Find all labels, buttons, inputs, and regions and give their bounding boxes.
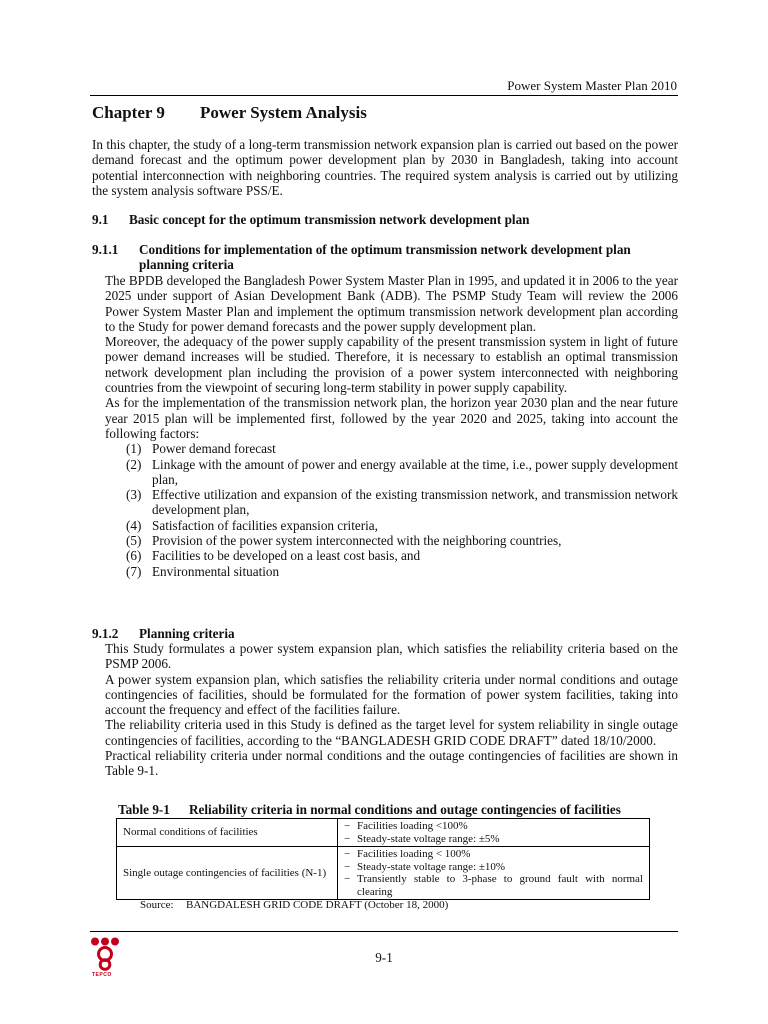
paragraph: The BPDB developed the Bangladesh Power System Master Plan in 1995, and updated it in 2006 to the year 2025 under support of Asian Development Bank (ADB). The PSMP Study Team will review the 2006 Power System Master Plan and implement the optimum transmission network development plan according to the Study for power demand forecasts and the power supply development plan.: [105, 273, 678, 334]
list-item: [126, 548, 678, 563]
list-text: Linkage with the amount of power and energy available at the time, i.e., power supply development plan,: [152, 456, 678, 487]
footer-rule: [90, 931, 678, 932]
section-9-1-1-body: [105, 273, 678, 579]
chapter-title: [92, 103, 367, 123]
criteria-item: − Transiently stable to 3-phase to ground fault with normal clearing: [344, 873, 643, 898]
list-number: (6): [126, 548, 142, 564]
criteria-item: − Steady-state voltage range: ±5%: [344, 833, 643, 846]
section-title: Conditions for implementation of the optimum transmission network development plan planning criteria: [139, 242, 631, 273]
header-rule: [90, 95, 678, 96]
section-title: Planning criteria: [139, 626, 235, 641]
reliability-criteria-table: [116, 818, 650, 900]
source-text: BANGDALESH GRID CODE DRAFT (October 18, 2000): [186, 899, 449, 911]
table-source: [140, 899, 448, 911]
section-number: 9.1: [92, 212, 109, 227]
chapter-name: Power System Analysis: [200, 103, 367, 122]
list-number: (7): [126, 563, 142, 579]
chapter-number: Chapter 9: [92, 103, 165, 122]
list-item: [126, 441, 678, 456]
list-text: Environmental situation: [152, 563, 280, 579]
section-number: 9.1.2: [92, 626, 119, 641]
section-title: Basic concept for the optimum transmission network development plan: [129, 212, 530, 227]
section-9-1-2-body: [105, 641, 678, 779]
table-caption: [118, 802, 621, 818]
paragraph: Moreover, the adequacy of the power supply capability of the present transmission system in light of future power demand increases will be studied. Therefore, it is necessary to establish an optimal transmission network development plan including the provision of a power system interconnected with neighboring countries from the viewpoint of securing long-term stability in power supply capability.: [105, 334, 678, 396]
table-title: Reliability criteria in normal conditions and outage contingencies of facilities: [189, 802, 621, 817]
list-item: [126, 487, 678, 518]
list-text: Power demand forecast: [152, 441, 276, 457]
condition-cell: Single outage contingencies of facilities (N-1): [117, 847, 338, 900]
list-item: [126, 457, 678, 488]
criteria-item: − Steady-state voltage range: ±10%: [344, 861, 643, 874]
criteria-cell: [338, 819, 650, 847]
condition-cell: Normal conditions of facilities: [117, 819, 338, 847]
list-number: (3): [126, 487, 142, 503]
paragraph: Practical reliability criteria under normal conditions and the outage contingencies of facilities are shown in Table 9-1.: [105, 748, 678, 779]
list-text: Facilities to be developed on a least cost basis, and: [152, 548, 421, 564]
list-item: [126, 518, 678, 533]
list-text: Satisfaction of facilities expansion criteria,: [152, 517, 378, 533]
list-number: (2): [126, 456, 142, 472]
list-number: (4): [126, 517, 142, 533]
table-number: Table 9-1: [118, 802, 170, 817]
section-number: 9.1.1: [92, 242, 119, 257]
factors-list: [105, 441, 678, 579]
section-9-1-2-heading: [92, 626, 235, 641]
table-row: [117, 819, 650, 847]
list-item: [126, 564, 678, 579]
paragraph: A power system expansion plan, which satisfies the reliability criteria under normal conditions and outage contingencies of facilities, should be formulated for the formation of power system facilities, taking into account the frequency and effect of the facilities failure.: [105, 671, 678, 718]
criteria-list: [344, 820, 643, 845]
intro-paragraph: In this chapter, the study of a long-term transmission network expansion plan is carried out based on the power demand forecast and the optimum power development plan by 2030 in Bangladesh, taking into account potential interconnection with neighboring countries. The required system analysis is carried out by utilizing the system analysis software PSS/E.: [92, 137, 678, 198]
table-row: [117, 847, 650, 900]
page-number: 9-1: [375, 950, 393, 965]
criteria-cell: [338, 847, 650, 900]
paragraph: The reliability criteria used in this Study is defined as the target level for system reliability in single outage contingencies of facilities, according to the “BANGLADESH GRID CODE DRAFT” dated 18/10/2000.: [105, 717, 678, 748]
criteria-item: − Facilities loading < 100%: [344, 848, 643, 861]
source-label: Source:: [140, 899, 174, 911]
paragraph: This Study formulates a power system expansion plan, which satisfies the reliability criteria based on the PSMP 2006.: [105, 641, 678, 672]
list-number: (5): [126, 533, 142, 549]
logo-caption: TEPCO: [92, 972, 112, 978]
section-9-1-heading: [92, 212, 530, 227]
list-text: Effective utilization and expansion of the existing transmission network, and transmission network development plan,: [152, 487, 678, 518]
paragraph: As for the implementation of the transmission network plan, the horizon year 2030 plan and the near future year 2015 plan will be implemented first, followed by the year 2020 and 2025, taking into account the following factors:: [105, 395, 678, 441]
criteria-list: [344, 848, 643, 898]
running-header: Power System Master Plan 2010: [507, 78, 677, 93]
section-9-1-1-heading: [92, 242, 678, 273]
list-item: [126, 533, 678, 548]
list-number: (1): [126, 441, 142, 457]
list-text: Provision of the power system interconnected with the neighboring countries,: [152, 533, 562, 549]
criteria-item: − Facilities loading <100%: [344, 820, 643, 833]
